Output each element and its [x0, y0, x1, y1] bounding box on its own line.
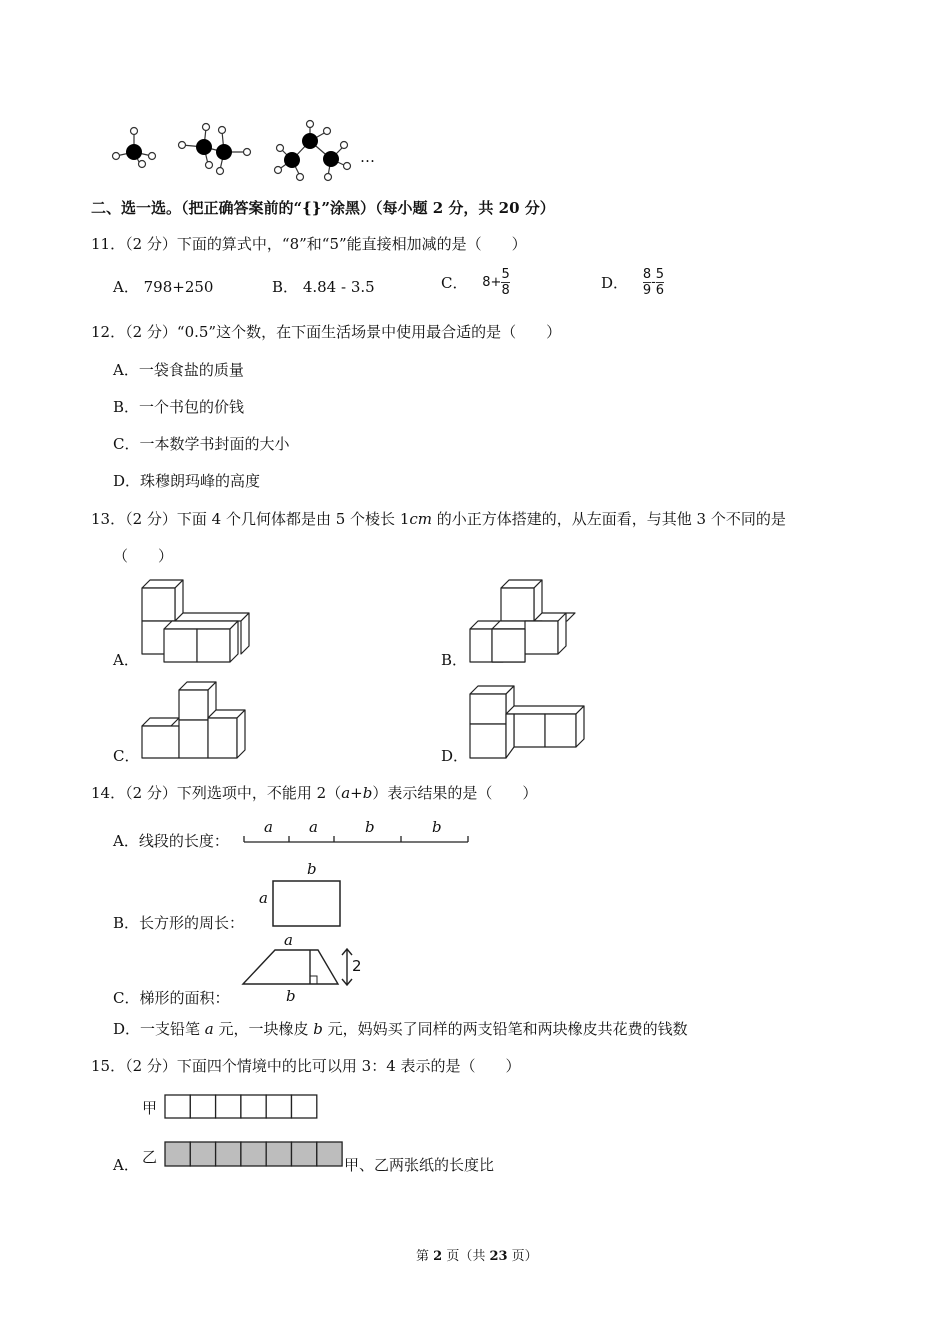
q14-d-pre: D．一支铅笔 — [113, 1020, 205, 1038]
q14-rect-label-a: a — [259, 889, 268, 907]
q14-trap-height: 2 — [352, 957, 362, 975]
section-title: 二、选一选。（把正确答案前的“{}”涂黑）（每小题 2 分，共 20 分） — [91, 199, 555, 217]
molecule-c2h6-icon — [174, 118, 254, 178]
q12-option-d[interactable]: D．珠穆朗玛峰的高度 — [113, 472, 261, 490]
q13-solid-a-icon — [140, 578, 252, 664]
molecule-c3h8-icon — [270, 118, 358, 184]
q11-c-num: 5 — [501, 267, 510, 282]
q14-stem-post: ）表示结果的是（ ） — [372, 784, 538, 802]
q14-d-post: 元，妈妈买了同样的两支铅笔和两块橡皮共花费的钱数 — [322, 1020, 688, 1038]
q14-rectangle-diagram — [270, 878, 345, 930]
q13-option-d-label[interactable]: D． — [441, 747, 469, 765]
q15-option-a-label[interactable]: A． — [113, 1156, 139, 1174]
q14-seg-label-b2: b — [432, 818, 442, 836]
q14-trap-label-b: b — [286, 987, 296, 1005]
q12-option-b[interactable]: B．一个书包的价钱 — [113, 398, 245, 416]
footer-pre: 第 — [416, 1249, 434, 1264]
q11-d-num2: 5 — [655, 267, 665, 282]
q11-c-den: 8 — [501, 283, 510, 298]
q14-option-c[interactable]: C．梯形的面积： — [113, 989, 230, 1007]
q11-c-label: C． — [441, 274, 468, 292]
q14-option-d[interactable] — [113, 1018, 688, 1039]
q11-a-label: A． — [113, 278, 139, 296]
q13-option-b-label[interactable]: B． — [441, 651, 468, 669]
page-footer — [416, 1245, 538, 1264]
q13-solid-d-icon — [468, 684, 588, 762]
q14-trap-label-a: a — [284, 931, 293, 949]
q11-d-op: - — [651, 275, 656, 290]
q14-option-b[interactable]: B．长方形的周长： — [113, 914, 245, 932]
molecule-ch4-icon — [108, 122, 158, 172]
q14-stem-var: a+b — [341, 784, 373, 802]
q11-option-a[interactable] — [113, 276, 213, 297]
q11-d-fraction1 — [643, 268, 651, 297]
q11-b-text: 4.84 - 3.5 — [302, 278, 375, 296]
q14-stem-pre: 14．（2 分）下列选项中，不能用 2（ — [91, 784, 342, 802]
q13-solid-b-icon — [468, 578, 580, 664]
q11-c-fraction — [501, 268, 509, 297]
footer-total-pages: 23 — [489, 1249, 508, 1264]
q14-rect-label-b: b — [307, 860, 317, 878]
q12-stem: 12．（2 分）“0.5”这个数，在下面生活场景中使用最合适的是（ ） — [91, 323, 562, 341]
q15-option-a-text: 甲、乙两张纸的长度比 — [344, 1156, 495, 1174]
q13-solid-c-icon — [140, 680, 252, 760]
q11-option-c[interactable] — [441, 268, 510, 297]
q11-b-label: B． — [272, 278, 299, 296]
q14-seg-label-b1: b — [365, 818, 375, 836]
q12-option-a[interactable]: A．一袋食盐的质量 — [113, 361, 244, 379]
q11-c-whole: 8+ — [482, 275, 502, 290]
q15-jia-label: 甲 — [142, 1099, 158, 1117]
footer-post: 页） — [507, 1249, 538, 1264]
q15-paper-jia — [163, 1093, 320, 1121]
q13-stem — [91, 508, 786, 529]
q14-option-a[interactable]: A．线段的长度： — [113, 832, 229, 850]
q13-paren: （ ） — [113, 547, 174, 565]
q13-stem-post: 的小正方体搭建的，从左面看，与其他 3 个不同的是 — [432, 510, 786, 528]
q11-option-b[interactable] — [272, 276, 375, 297]
q11-d-num1: 8 — [642, 267, 652, 282]
q13-option-a-label[interactable]: A． — [113, 651, 139, 669]
q14-seg-label-a1: a — [264, 818, 273, 836]
q13-option-c-label[interactable]: C． — [113, 747, 140, 765]
q13-stem-unit: cm — [409, 510, 432, 528]
footer-page-number: 2 — [433, 1249, 443, 1264]
q14-d-b: b — [313, 1020, 323, 1038]
q11-d-den1: 9 — [642, 283, 652, 298]
molecules-ellipsis: … — [360, 148, 375, 166]
q15-stem: 15．（2 分）下面四个情境中的比可以用 3：4 表示的是（ ） — [91, 1057, 521, 1075]
q14-seg-label-a2: a — [309, 818, 318, 836]
q11-a-text: 798+250 — [143, 278, 214, 296]
q14-d-a: a — [204, 1020, 214, 1038]
q11-d-fraction2 — [656, 268, 664, 297]
q15-yi-label: 乙 — [142, 1148, 158, 1166]
q11-d-label: D． — [601, 274, 629, 292]
q15-paper-yi — [163, 1140, 345, 1168]
q12-option-c[interactable]: C．一本数学书封面的大小 — [113, 435, 290, 453]
q14-d-mid: 元，一块橡皮 — [213, 1020, 314, 1038]
footer-mid: 页（共 — [442, 1249, 490, 1264]
q13-stem-pre: 13．（2 分）下面 4 个几何体都是由 5 个棱长 1 — [91, 510, 410, 528]
q11-d-den2: 6 — [655, 283, 665, 298]
q11-option-d[interactable] — [601, 268, 664, 297]
q14-trapezoid-diagram — [240, 946, 365, 988]
q11-stem: 11．（2 分）下面的算式中，“8”和“5”能直接相加减的是（ ） — [91, 235, 527, 253]
q14-stem — [91, 782, 537, 803]
